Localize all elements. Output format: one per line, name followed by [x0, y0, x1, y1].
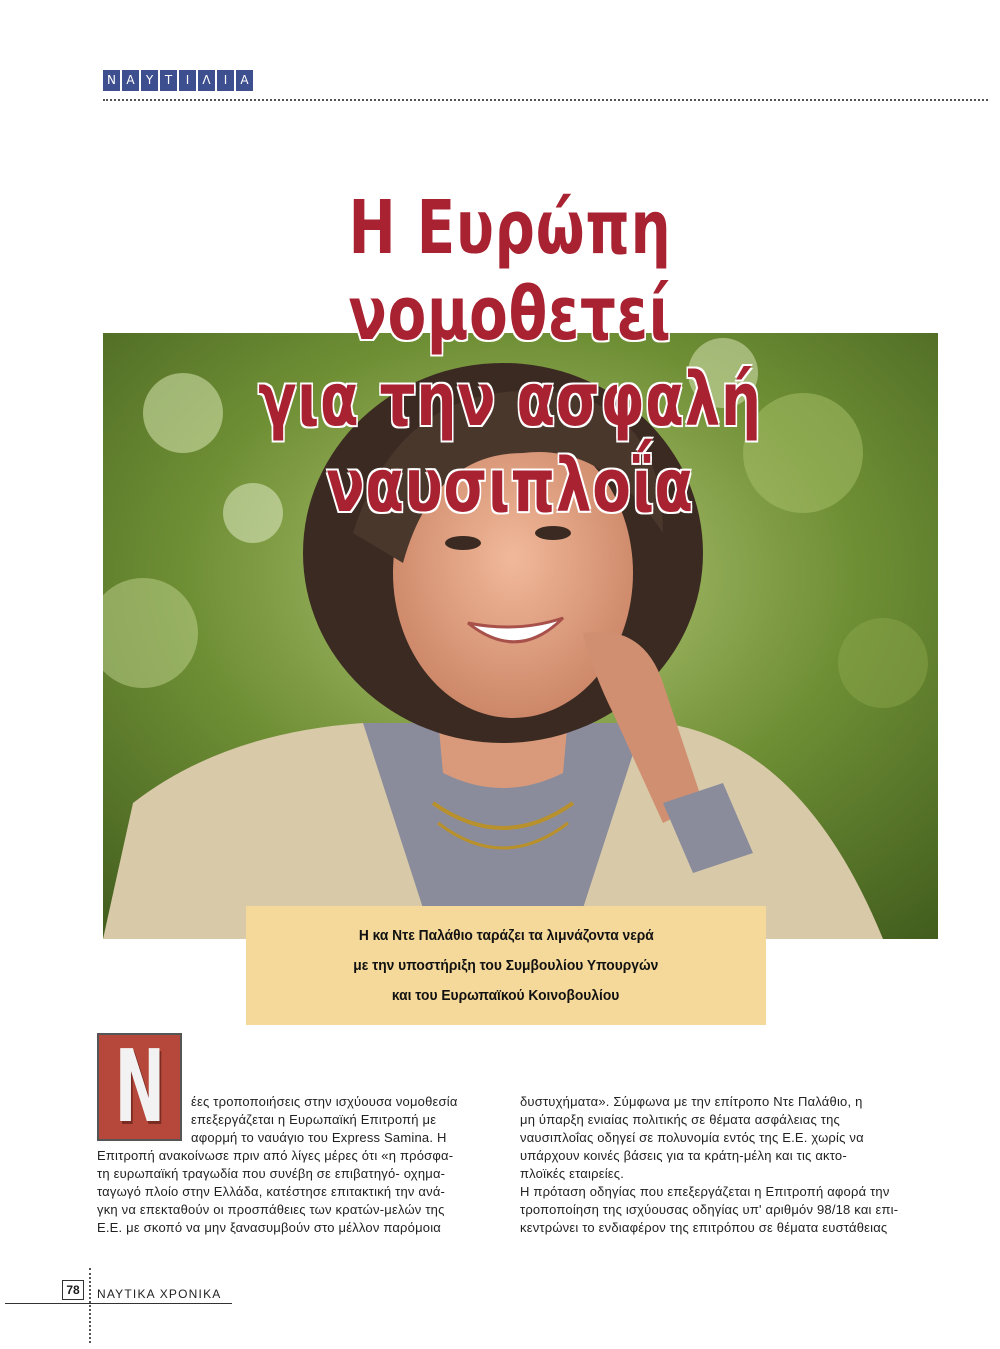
section-letter: Ι [217, 70, 234, 91]
article-line: υπάρχουν κοινές βάσεις για τα κράτη-μέλη και τις ακτο- [520, 1148, 847, 1163]
article-line: Η πρόταση οδηγίας που επεξεργάζεται η Επιτροπή αφορά την [520, 1184, 890, 1199]
article-line: αφορμή το ναυάγιο του Express Samina. Η [191, 1130, 447, 1145]
section-letter: Ν [103, 70, 120, 91]
headline-line-1: Η Ευρώπη νομοθετεί [348, 185, 672, 357]
article-line: μη ύπαρξη ενιαίας πολιτικής σε θέματα ασφάλειας της [520, 1112, 840, 1127]
caption-line-3: και του Ευρωπαϊκού Κοινοβουλίου [392, 986, 620, 1004]
section-letter: Τ [160, 70, 177, 91]
section-letter: Α [122, 70, 139, 91]
article-line: πλοϊκές εταιρείες. [520, 1166, 625, 1181]
caption-line-2: με την υποστήριξη του Συμβουλίου Υπουργών [353, 956, 659, 974]
article-line: ταγωγό πλοίο στην Ελλάδα, κατέστησε επιτακτική την ανά- [97, 1184, 446, 1199]
section-letter: Λ [198, 70, 215, 91]
section-letter: Ι [179, 70, 196, 91]
page-number: 78 [62, 1280, 84, 1300]
footer-dotted-divider [89, 1268, 91, 1343]
headline [160, 185, 860, 529]
article-line: έες τροποποιήσεις στην ισχύουσα νομοθεσία [191, 1094, 458, 1109]
drop-cap [97, 1028, 182, 1145]
section-letter: Υ [141, 70, 158, 91]
article-line: ναυσιπλοΐας οδηγεί σε πολυνομία εντός της Ε.Ε. χωρίς να [520, 1130, 864, 1145]
drop-cap-letter: Ν [114, 1028, 165, 1145]
article-line: δυστυχήματα». Σύμφωνα με την επίτροπο Ντε Παλάθιο, η [520, 1094, 863, 1109]
article-line: κεντρώνει το ενδιαφέρον της επιτρόπου σε θέματα ευστάθειας [520, 1220, 888, 1235]
article-line: Επιτροπή ανακοίνωσε πριν από λίγες μέρες ότι «η πρόσφα- [97, 1148, 454, 1163]
headline-line-2: για την ασφαλή ναυσιπλοΐα [258, 357, 762, 529]
section-letter: Α [236, 70, 253, 91]
article-line: τροποποίηση της ισχύουσας οδηγίας υπ' αριθμόν 98/18 και επι- [520, 1202, 899, 1217]
header-divider [103, 99, 988, 101]
article-line: Ε.Ε. με σκοπό να μην ξανασυμβούν στο μέλλον παρόμοια [97, 1220, 442, 1235]
footer-rule [5, 1303, 232, 1304]
article-line: επεξεργάζεται η Ευρωπαϊκή Επιτροπή με [191, 1112, 437, 1127]
section-tag [103, 70, 253, 91]
caption-line-1: Η κα Ντε Παλάθιο ταράζει τα λιμνάζοντα νερά [358, 926, 654, 944]
photo-caption [246, 906, 766, 1025]
article-line: γκη να επεκταθούν οι προσπάθειες των κρατών-μελών της [97, 1202, 445, 1217]
magazine-name: ΝΑΥΤΙΚΑ ΧΡΟΝΙΚΑ [97, 1287, 222, 1301]
article-line: τη ευρωπαϊκή τραγωδία που συνέβη σε επιβατηγό- οχημα- [97, 1166, 446, 1181]
